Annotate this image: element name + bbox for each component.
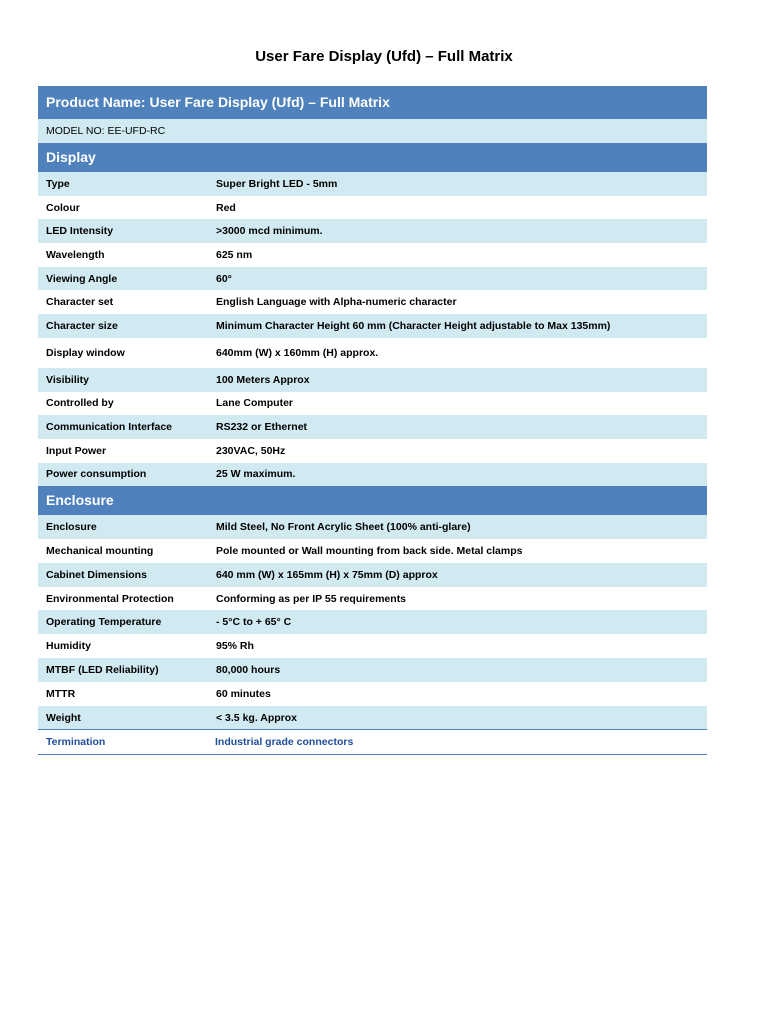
spec-label: Visibility (46, 373, 89, 386)
spec-value: 25 W maximum. (216, 468, 296, 481)
spec-value: Pole mounted or Wall mounting from back side. Metal clamps (216, 544, 523, 557)
spec-value: 60° (216, 272, 232, 285)
spec-label: Humidity (46, 640, 91, 653)
spec-row-mttr (38, 682, 707, 706)
display-section-header: Display (38, 143, 707, 172)
spec-label: Viewing Angle (46, 272, 118, 285)
spec-value: Industrial grade connectors (215, 736, 354, 749)
spec-value: Super Bright LED - 5mm (216, 177, 338, 190)
spec-row-weight (38, 706, 707, 730)
spec-row-mtbf (38, 658, 707, 682)
spec-label: Wavelength (46, 248, 105, 261)
spec-row-environmental-protection (38, 587, 707, 611)
spec-row-character-size (38, 314, 707, 338)
spec-label: Display window (46, 346, 125, 359)
model-number: MODEL NO: EE-UFD-RC (38, 119, 707, 143)
spec-value: < 3.5 kg. Approx (216, 711, 298, 724)
spec-value: Mild Steel, No Front Acrylic Sheet (100% anti-glare) (216, 521, 471, 534)
spec-label: Enclosure (46, 521, 97, 534)
spec-label: Termination (46, 736, 106, 749)
spec-row-led-intensity (38, 219, 707, 243)
spec-row-humidity (38, 634, 707, 658)
spec-value: Conforming as per IP 55 requirements (216, 592, 407, 605)
spec-label: Weight (46, 711, 81, 724)
spec-row-colour (38, 196, 707, 220)
spec-row-power-consumption (38, 463, 707, 487)
spec-row-visibility (38, 368, 707, 392)
spec-row-controlled-by (38, 392, 707, 416)
spec-value: - 5°C to + 65° C (216, 616, 292, 629)
spec-value: Red (216, 201, 236, 214)
spec-value: 640 mm (W) x 165mm (H) x 75mm (D) approx (216, 568, 438, 581)
spec-row-mechanical-mounting (38, 539, 707, 563)
spec-row-cabinet-dimensions (38, 563, 707, 587)
spec-value: 625 nm (216, 248, 253, 261)
enclosure-section-header: Enclosure (38, 486, 707, 515)
spec-row-termination (38, 729, 707, 755)
spec-value: 60 minutes (216, 687, 271, 700)
spec-label: Controlled by (46, 397, 114, 410)
spec-label: Character set (46, 296, 114, 309)
spec-row-enclosure (38, 515, 707, 539)
spec-value: 80,000 hours (216, 663, 281, 676)
spec-label: MTTR (46, 687, 76, 700)
spec-label: Operating Temperature (46, 616, 162, 629)
spec-label: Cabinet Dimensions (46, 568, 147, 581)
spec-value: RS232 or Ethernet (216, 421, 308, 434)
document-title: User Fare Display (Ufd) – Full Matrix (255, 48, 513, 65)
product-name-header: Product Name: User Fare Display (Ufd) – Full Matrix (38, 86, 707, 119)
spec-value: >3000 mcd minimum. (216, 225, 323, 238)
spec-row-character-set (38, 290, 707, 314)
spec-label: Character size (46, 319, 118, 332)
spec-row-display-window (38, 338, 707, 368)
spec-label: Type (46, 177, 70, 190)
spec-value: 95% Rh (216, 640, 254, 653)
spec-value: 640mm (W) x 160mm (H) approx. (216, 346, 379, 359)
spec-value: Minimum Character Height 60 mm (Character Height adjustable to Max 135mm) (216, 319, 611, 332)
spec-label: LED Intensity (46, 225, 114, 238)
spec-row-viewing-angle (38, 267, 707, 291)
spec-row-input-power (38, 439, 707, 463)
spec-value: 100 Meters Approx (216, 373, 310, 386)
spec-label: Colour (46, 201, 80, 214)
spec-row-type (38, 172, 707, 196)
spec-label: Input Power (46, 444, 107, 457)
spec-value: English Language with Alpha-numeric character (216, 296, 457, 309)
spec-row-operating-temperature (38, 610, 707, 634)
spec-label: MTBF (LED Reliability) (46, 663, 159, 676)
spec-label: Power consumption (46, 468, 147, 481)
spec-value: 230VAC, 50Hz (216, 444, 286, 457)
spec-label: Communication Interface (46, 421, 173, 434)
spec-value: Lane Computer (216, 397, 294, 410)
spec-row-wavelength (38, 243, 707, 267)
spec-table (38, 86, 707, 755)
spec-label: Environmental Protection (46, 592, 174, 605)
spec-row-communication-interface (38, 415, 707, 439)
spec-label: Mechanical mounting (46, 544, 154, 557)
